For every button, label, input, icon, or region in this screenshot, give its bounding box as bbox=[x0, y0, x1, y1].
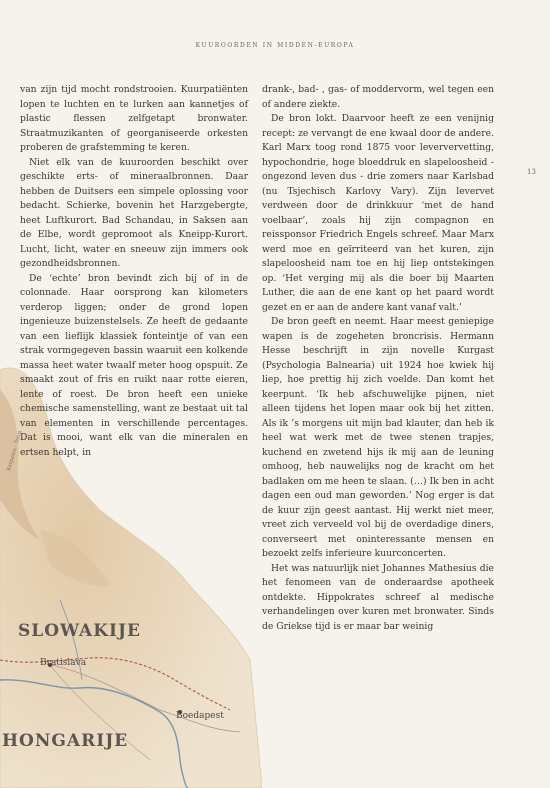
paragraph: De bron lokt. Daarvoor heeft ze een venijnig recept: ze vervangt de ene kwaal door de andere. Karl Marx toog rond 1875 voor leververvetting, hypochondrie, hoge bloeddruk en slapeloosheid - ongezond leven dus - drie zomers naar Karlsbad (nu Tsjechisch Karlovy Vary). Zijn levervet verdween door de drinkkuur ‘met de hand voelbaar’, zoals hij zijn compagnon en reissponsor Friedrich Engels schreef. Maar Marx werd moe en geïrriteerd van het kuren, zijn slapeloosheid nam toe en hij liep ontstekingen op. ‘Het verging mij als die boer bij Maarten Luther, die aan de ene kant op het paard wordt gezet en er aan de andere kant vanaf valt.’ bbox=[262, 113, 494, 313]
map-label-bratislava: Bratislava bbox=[40, 658, 87, 668]
map-label-hongarije: HONGARIJE bbox=[2, 731, 129, 751]
right-text-column bbox=[262, 83, 494, 634]
paragraph: De ‘echte’ bron bevindt zich bij of in de colonnade. Haar oorsprong kan kilometers verderop liggen; onder de grond lopen ingenieuze buizenstelsels. Ze heeft de gedaante van een lieflijk klassiek fonteintje of van een strak vormgegeven bassin waaruit een kolkende massa heet water twaalf meter hoog opspuit. Ze smaakt zout of fris en ruikt naar rotte eieren, lente of roest. De bron heeft een unieke chemische samenstelling, want ze bestaat uit tal van elementen in verschillende percentages. Dat is mooi, want elk van die mineralen en ertsen helpt, in bbox=[20, 272, 248, 458]
paragraph: Het was natuurlijk niet Johannes Mathesius die het fenomeen van de onderaardse apotheek ontdekte. Hippokrates schreef al medische verhandelingen over kuren met bronwater. Sinds de Griekse tijd is er maar bar weinig bbox=[262, 562, 494, 632]
paragraph: drank-, bad- , gas- of moddervorm, wel tegen een of andere ziekte. bbox=[262, 84, 494, 110]
paragraph: van zijn tijd mocht rondstrooien. Kuurpatiënten lopen te luchten en te lurken aan kannetjes of plastic flessen zelfgetapt bronwater. Straatmuzikanten of georganiseerde orkesten proberen de grafstemming te keren. bbox=[20, 84, 248, 153]
map-label-boedapest: Boedapest bbox=[176, 711, 224, 721]
left-text-column bbox=[20, 83, 248, 460]
page-number: 13 bbox=[527, 168, 536, 176]
map-label-slowakije: SLOWAKIJE bbox=[18, 621, 141, 641]
running-head: KUUROORDEN IN MIDDEN-EUROPA bbox=[195, 42, 355, 49]
paragraph: Niet elk van de kuuroorden beschikt over geschikte erts- of mineraalbronnen. Daar hebben de Duitsers een simpele oplossing voor bedacht. Schierke, bovenin het Harzgebergte, heet Luftkurort. Bad Schandau, in Saksen aan de Elbe, wordt gepromoot als Kneipp-Kurort. Lucht, licht, water en sneeuw zijn immers ook gezondheidsbronnen. bbox=[20, 156, 248, 269]
map-label-karpaten: Karpaten · Tatra bbox=[6, 430, 24, 472]
paragraph: De bron geeft en neemt. Haar meest geniepige wapen is de zogeheten broncrisis. Hermann Hesse beschrijft in zijn novelle Kurgast (Psychologia Balnearia) uit 1924 hoe kwiek hij liep, hoe prettig hij zich voelde. Dan komt het keerpunt. ‘Ik heb afschuwelijke pijnen, niet alleen tijdens het lopen maar ook bij het zitten. Als ik ’s morgens uit mijn bad klauter, dan heb ik heel wat werk met de twee stenen trapjes, kuchend en zwetend hijs ik mij aan de leuning omhoog, heb nauwelijks nog de kracht om het badlaken om me heen te slaan. (…) Ik ben in acht dagen een oud man geworden.’ Nog erger is dat de kuur zijn geest aantast. Hij werkt niet meer, vreet zich verveeld vol bij de overdadige diners, converseert met oninteressante mensen en bezoekt zelfs inferieure kuurconcerten. bbox=[262, 316, 494, 559]
